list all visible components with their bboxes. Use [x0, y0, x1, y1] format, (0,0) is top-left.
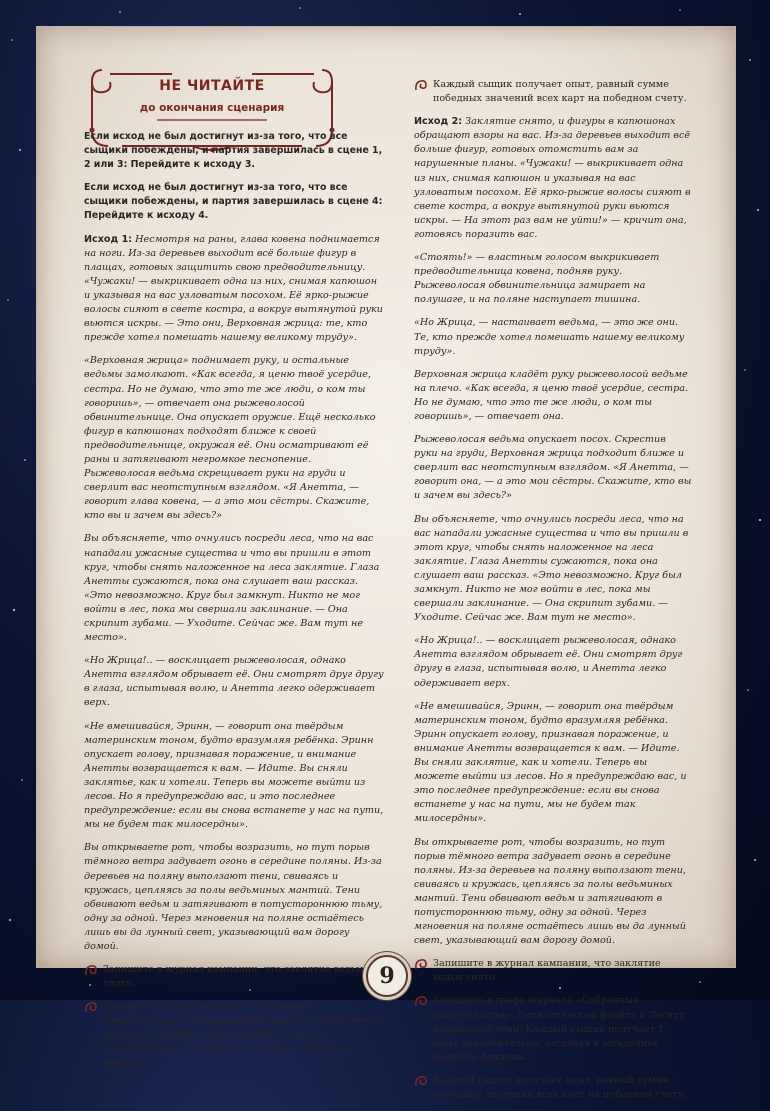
left-paragraph-6: Вы открываете рот, чтобы возразить, но тут порыв тёмного ветра задувает огонь в середине поляны. Из-за деревьев на поляну выползают тени, свиваясь и кружась, цепляясь за полы ведьминых мантий. Тени обвивают ведьм и затягивают в потустороннюю тьму, одну за одной. Через мгновения на поляне остаётесь лишь вы да лунный свет, указывающий вам дорогу домой. [84, 842, 383, 952]
outcome-2-text: Заклятие снято, и фигуры в капюшонах обращают взоры на вас. Из-за деревьев выходит всё больше фигур, готовых отомстить вам за нарушенные планы. «Чужаки! — выкрикивает одна из них, снимая капюшон и указывая на вас узловатым посохом. Её ярко-рыжие волосы сияют в свете костра, а вокруг вытянутой руки вьются искры. — На этот раз вам не уйти!» — кричит она, готовясь поразить вас. [414, 116, 691, 240]
outcome-2-label: Исход 2: [414, 116, 463, 128]
left-bullet-2-text: Запишите в графе журнала «Собранные свидетельства»: Гипнотическая флейта и Компоненты ритуала. Каждый сыщик получает 1 опыт дополнительно, заглянув в загадочное прошлое Аркхэма. [103, 1001, 383, 1069]
rulebook-page [36, 26, 736, 1100]
right-bullet-2 [414, 994, 692, 1064]
right-paragraph-4: Верховная жрица кладёт руку рыжеволосой ведьме на плечо. «Как всегда, я ценю твоё усердие, сестра. Но не думаю, что это те же люди, о ком ты говоришь», — отвечает она. [414, 368, 689, 422]
swirl-bullet-icon [84, 963, 98, 977]
right-bullet-3-text: Каждый сыщик получает опыт, равный сумме победных значений всех карт на победном счету. [433, 1074, 687, 1100]
right-paragraph-3: «Но Жрица, — настаивает ведьма, — это же они. Те, кто прежде хотел помешать нашему великому труду». [414, 317, 685, 357]
right-paragraph-7: «Но Жрица!.. — восклицает рыжеволосая, однако Анетта взглядом обрывает её. Они смотрят друг другу в глаза, испытывая волю, и Анетта легко одерживает верх. [414, 635, 683, 689]
right-bullet-0-text: Каждый сыщик получает опыт, равный сумме победных значений всех карт на победном счету. [433, 79, 687, 105]
swirl-bullet-icon [414, 994, 428, 1008]
right-paragraph-6: Вы объясняете, что очнулись посреди леса, что на вас нападали ужасные существа и что вы пришли в этот круг, чтобы снять наложенное на леса заклятие. Глаза Анетты сужаются, пока она слушает ваш рассказ. «Это невозможно. Круг был замкнут. Никто не мог войти в лес, пока мы свершали заклинание. — Она скрипит зубами. — Уходите. Сейчас же. Вам тут не место». [414, 513, 689, 624]
right-bullet-0 [414, 78, 692, 106]
right-paragraph-5: Рыжеволосая ведьма опускает посох. Скрестив руки на груди, Верховная жрица подходит ближе и сверлит вас неотступным взглядом. «Я Анетта, — говорит она, — а это мои сёстры. Скажите, кто вы и зачем вы здесь?» [414, 434, 692, 502]
page-number: 9 [366, 955, 408, 997]
outcome-2-paragraph [414, 115, 692, 242]
outcome-1-paragraph [84, 233, 384, 346]
left-paragraph-5: «Не вмешивайся, Эринн, — говорит она твёрдым материнским тоном, будто вразумляя ребёнка. Эринн опускает голову, признавая поражение, и внимание Анетты возвращается к вам. — Идите. Вы сняли заклятье, как и хотели. Теперь вы можете выйти из лесов. Но я предупреждаю вас, и это последнее предупреждение: если вы снова встанете у нас на пути, мы не будем так милосердны». [84, 720, 384, 831]
left-paragraph-4: «Но Жрица!.. — восклицает рыжеволосая, однако Анетта взглядом обрывает её. Они смотрят друг другу в глаза, испытывая волю, и Анетта легко одерживает верх. [84, 655, 384, 709]
right-bullet-2-text: Запишите в графе журнала «Собранные свидетельства»: Гипнотическая флейта и Лоскут изорванной тени. Каждый сыщик получает 1 опыт дополнительно, заглянув в загадочное прошлое Аркхэма. [433, 995, 685, 1063]
left-bullet-2 [84, 1000, 384, 1070]
swirl-bullet-icon [414, 957, 428, 971]
swirl-bullet-icon [414, 78, 428, 92]
right-bullet-3 [414, 1074, 692, 1102]
right-paragraph-2: «Стоять!» — властным голосом выкрикивает предводительница ковена, подняв руку. Рыжеволосая обвинительница замирает на полушаге, и на поляне наступает тишина. [414, 252, 660, 306]
condition-1: Если исход не был достигнут из-за того, что все сыщики побеждены, и партия завершилась в сцене 1, 2 или 3: Перейдите к исходу 3. [84, 131, 383, 171]
left-paragraph-2: «Верховная жрица» поднимает руку, и остальные ведьмы замолкают. «Как всегда, я ценю твоё усердие, сестра. Но не думаю, что это те же люди, о ком ты говоришь», — отвечает она рыжеволосой обвинительнице. Она опускает оружие. Ещё несколько фигур в капюшонах подходят ближе к своей предводительнице, окружая её. Они осматривают её раны и затягивают негромкое песнопение. Рыжеволосая ведьма скрещивает руки на груди и сверлит вас неотступным взглядом. «Я Анетта, — говорит глава ковена, — а это мои сёстры. Скажите, кто вы и зачем вы здесь?» [84, 355, 376, 522]
right-bullet-1 [414, 957, 692, 985]
left-paragraph-3: Вы объясняете, что очнулись посреди леса, что на вас нападали ужасные существа и что вы пришли в этот круг, чтобы снять наложенное на леса заклятие. Глаза Анетты сужаются, пока она слушает ваш рассказ. «Это невозможно. Круг был замкнут. Никто не мог войти в лес, пока мы свершали заклинание. — Она скрипит зубами. — Уходите. Сейчас же. Вам тут не место». [84, 533, 380, 644]
left-column [84, 130, 384, 1080]
outcome-1-label: Исход 1: [84, 233, 133, 245]
swirl-bullet-icon [84, 1000, 98, 1014]
right-bullet-1-text: Запишите в журнал кампании, что заклятие ведьм снято. [433, 958, 661, 984]
outcome-1-text: Несмотря на раны, глава ковена поднимается на ноги. Из-за деревьев выходит всё больше фигур в плащах, готовых защитить свою предводительницу. «Чужаки! — выкрикивает одна из них, снимая капюшон и указывая на вас узловатым посохом. Её ярко-рыжие волосы сияют в свете костра, а вокруг вытянутой руки вьются искры. — Это они, Верховная жрица: те, кто прежде хотел помешать нашему великому труду». [84, 233, 383, 344]
swirl-bullet-icon [414, 1074, 428, 1088]
right-paragraph-9: Вы открываете рот, чтобы возразить, но тут порыв тёмного ветра задувает огонь в середине поляны. Из-за деревьев на поляну выползают тени, свиваясь и кружась, цепляясь за полы ведьминых мантий. Тени обвивают ведьм и затягивают в потустороннюю тьму, одну за одной. Через мгновения на поляне остаётесь лишь вы да лунный свет, указывающий вам дорогу домой. [414, 836, 686, 947]
right-column [414, 78, 692, 1111]
condition-2: Если исход не был достигнут из-за того, что все сыщики побеждены, и партия завершилась в сцене 4: Перейдите к исходу 4. [84, 182, 383, 222]
left-bullet-1-text: Запишите в журнал кампании, что заклятие ведьм снято. [103, 964, 364, 990]
right-paragraph-8: «Не вмешивайся, Эринн, — говорит она твёрдым материнским тоном, будто вразумляя ребёнка. Эринн опускает голову, признавая поражение, и внимание Анетты возвращается к вам. — Идите. Вы сняли заклятие, как и хотели. Теперь вы можете выйти из лесов. Но я предупреждаю вас, и это последнее предупреждение: если вы снова встанете у нас на пути, мы не будем так милосердны». [414, 700, 687, 825]
header-title: НЕ ЧИТАЙТЕ [159, 78, 265, 94]
left-bullet-1 [84, 963, 384, 991]
header-subtitle: до окончания сценария [139, 102, 285, 114]
